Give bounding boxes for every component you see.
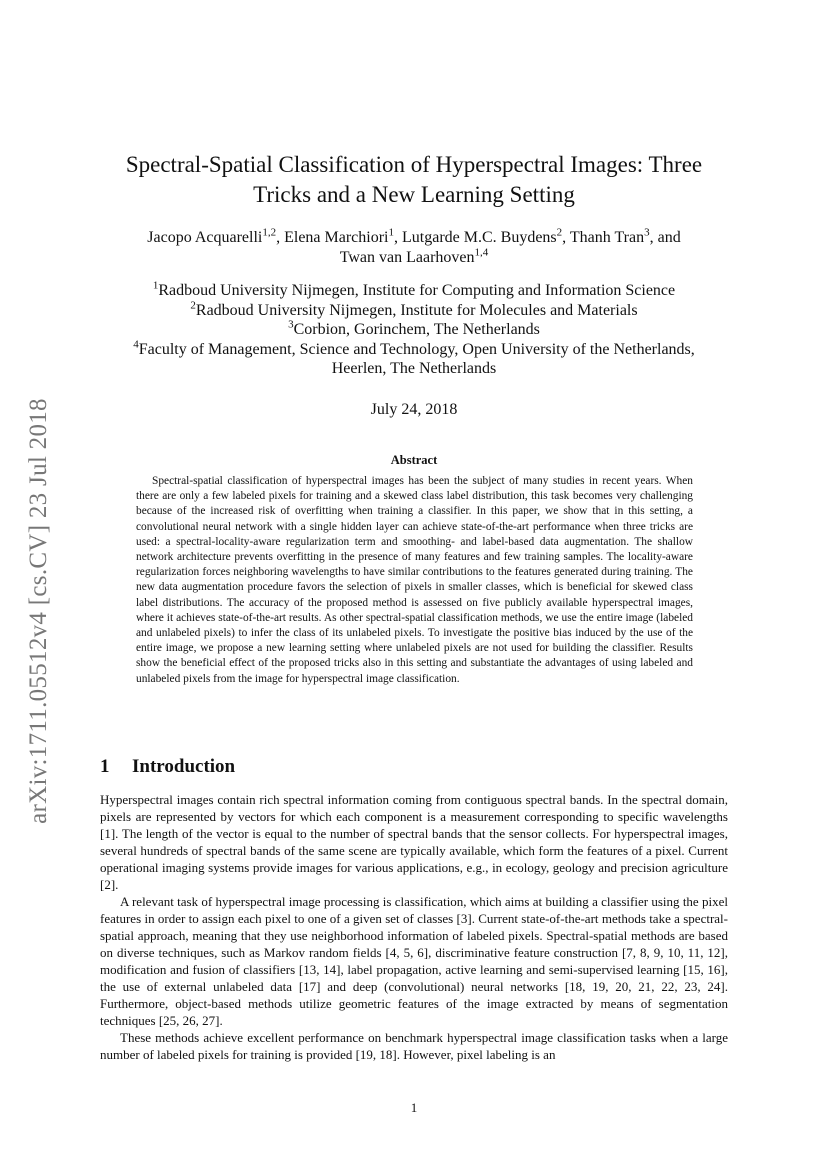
arxiv-identifier — [22, 372, 56, 850]
section-title: Introduction — [132, 756, 236, 777]
section-number: 1 — [100, 756, 110, 777]
abstract-text: Spectral-spatial classification of hyperspectral images has been the subject of many studies in recent years. When there are only a few labeled pixels for training and a skewed class label distribution, this task becomes very challenging because of the increased risk of overfitting when training a classifier. In this paper, we show that in this setting, a convolutional neural network with a single hidden layer can achieve state-of-the-art performance when three tricks are used: a spectral-locality-aware regularization term and smoothing- and label-based data augmentation. The shallow network architecture prevents overfitting in the presence of many features and few training samples. The locality-aware regularization forces neighboring wavelengths to have similar contributions to the features generated during training. The new data augmentation procedure favors the selection of pixels in smaller classes, which is beneficial for skewed class label distributions. The accuracy of the proposed method is assessed on five publicly available hyperspectral images, where it achieves state-of-the-art results. As other spectral-spatial classification methods, we use the entire image (labeled and unlabeled pixels) to infer the class of its unlabeled pixels. To investigate the positive bias induced by the use of the entire image, we propose a new learning setting where unlabeled pixels are not used for building the classifier. Results show the beneficial effect of the proposed tricks also in this setting and substantiate the advantages of using labeled and unlabeled pixels from the image for hyperspectral image classification. — [136, 475, 693, 685]
body-text — [100, 791, 728, 1063]
affiliation: Heerlen, The Netherlands — [331, 360, 497, 377]
author: Twan van Laarhoven$^{1,4}$ — [339, 246, 489, 266]
page-number: 1 — [410, 1100, 418, 1115]
section-heading — [100, 756, 728, 778]
paragraph: These methods achieve excellent performance on benchmark hyperspectral image classification tasks when a large number of labeled pixels for training is provided [19, 18]. However, pixel labeling is an — [100, 1030, 728, 1062]
paragraph: A relevant task of hyperspectral image processing is classification, which aims at building a classifier using the pixel features in order to assign each pixel to one of a given set of classes [3]. Current state-of-the-art methods take a spectral-spatial approach, meaning that they use neighborhood information of labeled pixels. Spectral-spatial methods are based on diverse techniques, such as Markov random fields [4, 5, 6], discriminative feature construction [7, 8, 9, 10, 11, 12], modification and fusion of classifiers [13, 14], label propagation, active learning and semi-supervised learning [15, 16], the use of external unlabeled data [17] and deep (convolutional) neural networks [18, 19, 20, 21, 22, 23, 24]. Furthermore, object-based methods utilize geometric features of the image extracted by means of segmentation techniques [25, 26, 27]. — [100, 894, 728, 1028]
paragraph: Hyperspectral images contain rich spectral information coming from contiguous spectral bands. In the spectral domain, pixels are represented by vectors for which each component is a measurement corresponding to specific wavelengths [1]. The length of the vector is equal to the number of spectral bands that the sensor collects. For hyperspectral images, several hundreds of spectral bands of the same scene are typically available, which form the features of a pixel. Current operational imaging systems provide images for various applications, e.g., in ecology, geology and precision agriculture [2]. — [100, 792, 728, 892]
affiliation: $^2$Radboud University Nijmegen, Institute for Molecules and Materials — [190, 299, 638, 319]
author-list — [100, 228, 728, 268]
publication-date: July 24, 2018 — [370, 401, 458, 418]
author: Jacopo Acquarelli$^{1,2}$, — [147, 226, 285, 246]
author: Thanh Tran$^3$, and — [569, 226, 681, 246]
affiliation-list — [90, 281, 738, 379]
affiliation: $^1$Radboud University Nijmegen, Institute for Computing and Information Science — [152, 279, 676, 299]
abstract-heading: Abstract — [390, 453, 438, 467]
affiliation: $^3$Corbion, Gorinchem, The Netherlands — [288, 318, 540, 338]
author: Lutgarde M.C. Buydens$^2$, — [402, 226, 570, 246]
arxiv-identifier-text: arXiv:1711.05512v4 [cs.CV] 23 Jul 2018 — [25, 398, 52, 824]
affiliation: $^4$Faculty of Management, Science and Technology, Open University of the Netherlands, — [133, 338, 695, 358]
author: Elena Marchiori$^1$, — [284, 226, 402, 246]
paper-title: Spectral-Spatial Classification of Hyperspectral Images: Three Tricks and a New Learning Setting — [125, 152, 703, 207]
